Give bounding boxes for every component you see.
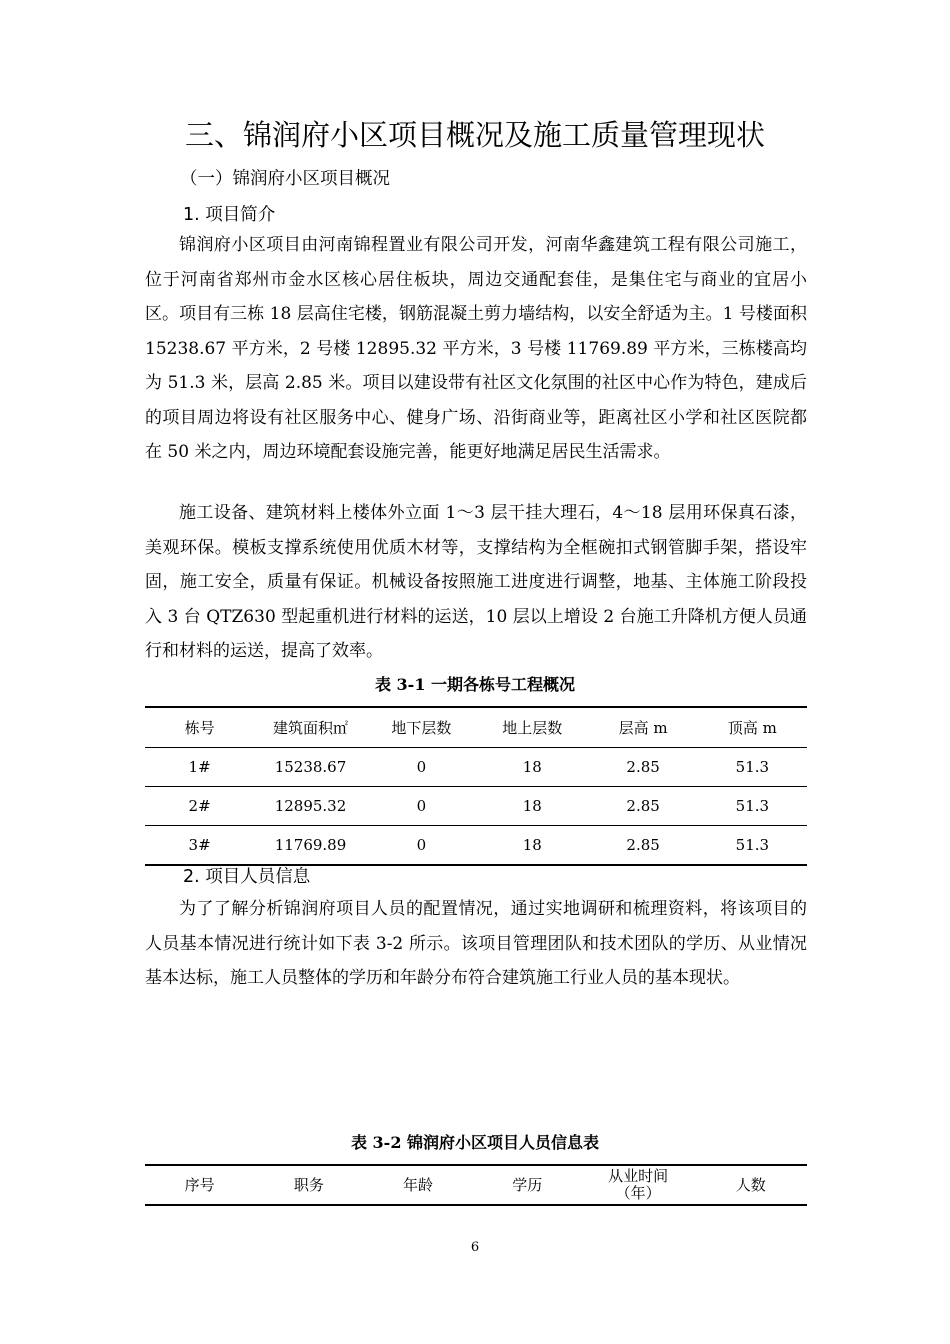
table-cell: 51.3 bbox=[698, 826, 807, 866]
table-cell: 18 bbox=[476, 826, 589, 866]
header-cell: 职务 bbox=[293, 1175, 324, 1194]
table-cell: 11769.89 bbox=[254, 826, 367, 866]
table-cell: 18 bbox=[476, 748, 589, 787]
header-cell: 地上层数 bbox=[476, 707, 589, 748]
table-row bbox=[145, 787, 807, 826]
table-cell: 2.85 bbox=[589, 787, 698, 826]
table-building-overview bbox=[145, 706, 807, 866]
header-cell: 学历 bbox=[512, 1175, 543, 1194]
table-cell: 3# bbox=[145, 826, 254, 866]
table-cell: 51.3 bbox=[698, 787, 807, 826]
header-cell: 栋号 bbox=[145, 707, 254, 748]
table-row bbox=[145, 748, 807, 787]
section-heading: （一）锦润府小区项目概况 bbox=[180, 169, 390, 189]
header-line: （年） bbox=[615, 1184, 661, 1202]
table-cell: 12895.32 bbox=[254, 787, 367, 826]
header-cell bbox=[582, 1165, 695, 1205]
header-cell: 人数 bbox=[735, 1175, 766, 1194]
table-cell: 2.85 bbox=[589, 748, 698, 787]
page-number: 6 bbox=[470, 1240, 480, 1255]
paragraph-equipment: 施工设备、建筑材料上楼体外立面 1～3 层干挂大理石，4～18 层用环保真石漆，美观环保。模板支撑系统使用优质木材等，支撑结构为全框碗扣式钢管脚手架，搭设牢固，施工安全，质量有保证。机械设备按照施工进度进行调整，地基、主体施工阶段投入 3 台 QTZ630 型起重机进行材料的运送，10 层以上增设 2 台施工升降机方便人员通行和材料的运送，提高了效率。 bbox=[145, 503, 807, 661]
chapter-heading: 三、锦润府小区项目概况及施工质量管理现状 bbox=[184, 118, 765, 152]
table-cell: 0 bbox=[367, 826, 476, 866]
header-cell: 层高 m bbox=[589, 707, 698, 748]
paragraph-personnel: 为了了解分析锦润府项目人员的配置情况，通过实地调研和梳理资料，将该项目的人员基本情况进行统计如下表 3-2 所示。该项目管理团队和技术团队的学历、从业情况基本达标，施工人员整体的学历和年龄分布符合建筑施工行业人员的基本现状。 bbox=[145, 899, 807, 988]
table-cell: 18 bbox=[476, 787, 589, 826]
subsection-heading-intro: 1. 项目简介 bbox=[183, 205, 276, 225]
table-cell: 0 bbox=[367, 787, 476, 826]
table-cell: 15238.67 bbox=[254, 748, 367, 787]
table-caption-3-1: 表 3-1 一期各栋号工程概况 bbox=[374, 675, 576, 694]
table-caption-3-2: 表 3-2 锦润府小区项目人员信息表 bbox=[350, 1133, 600, 1152]
paragraph-project-intro: 锦润府小区项目由河南锦程置业有限公司开发，河南华鑫建筑工程有限公司施工，位于河南省郑州市金水区核心居住板块，周边交通配套佳，是集住宅与商业的宜居小区。项目有三栋 18 层高住宅楼，钢筋混凝土剪力墙结构，以安全舒适为主。1 号楼面积 15238.67 平方米，2 号楼 12895.32 平方米，3 号楼 11769.89 平方米，三栋楼高均为 51.3 米，层高 2.85 米。项目以建设带有社区文化氛围的社区中心作为特色，建成后的项目周边将设有社区服务中心、健身广场、沿街商业等，距离社区小学和社区医院都在 50 米之内，周边环境配套设施完善，能更好地满足居民生活需求。 bbox=[145, 235, 807, 462]
table-cell: 2.85 bbox=[589, 826, 698, 866]
header-cell: 顶高 m bbox=[698, 707, 807, 748]
table-header-row bbox=[145, 707, 807, 748]
table-cell: 1# bbox=[145, 748, 254, 787]
header-cell: 地下层数 bbox=[367, 707, 476, 748]
header-cell: 建筑面积㎡ bbox=[254, 707, 367, 748]
table-cell: 0 bbox=[367, 748, 476, 787]
header-cell: 序号 bbox=[184, 1175, 215, 1194]
table-personnel-info bbox=[145, 1164, 807, 1206]
table-cell: 2# bbox=[145, 787, 254, 826]
table-header-row bbox=[145, 1165, 807, 1205]
table-row bbox=[145, 826, 807, 866]
subsection-heading-personnel: 2. 项目人员信息 bbox=[183, 867, 311, 887]
table-cell: 51.3 bbox=[698, 748, 807, 787]
header-line: 从业时间 bbox=[608, 1167, 669, 1185]
header-cell: 年龄 bbox=[403, 1175, 434, 1194]
